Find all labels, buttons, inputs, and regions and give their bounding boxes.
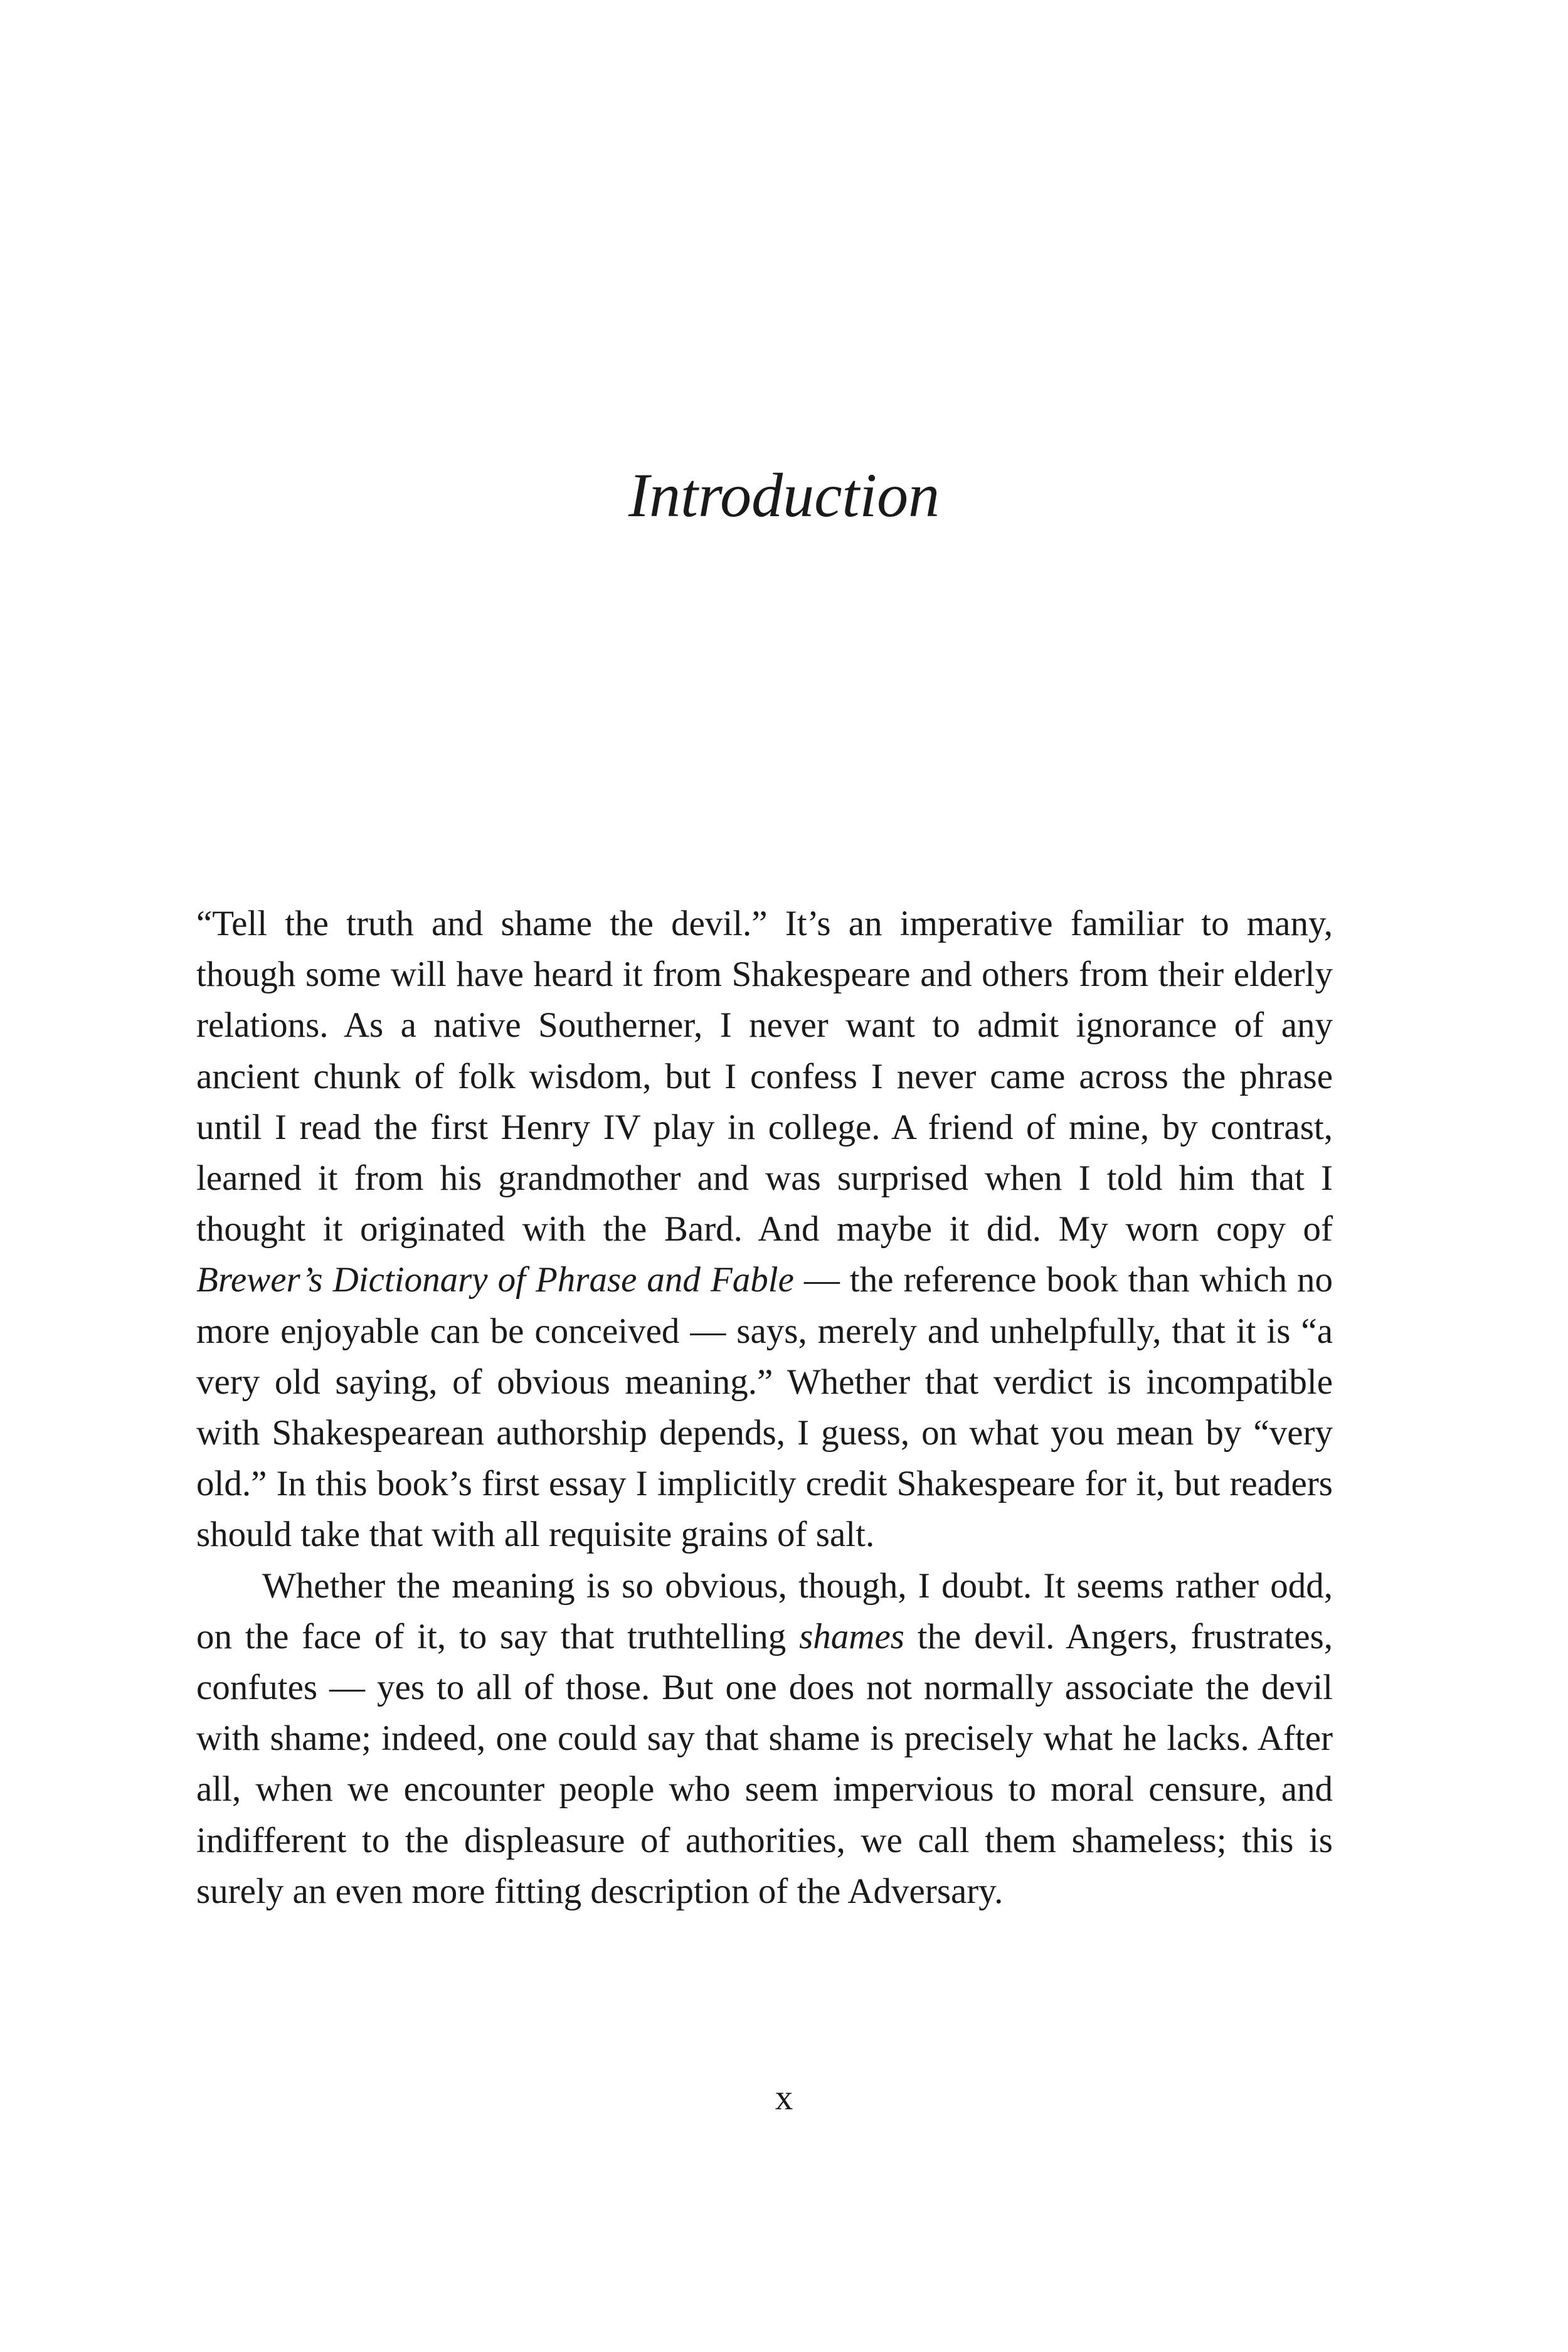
paragraph-1 [196, 898, 1333, 1560]
paragraph-2 [196, 1560, 1333, 1917]
body-text [196, 898, 1333, 1917]
paragraph-1-text-continued: — the reference book than which no more enjoyable can be conceived — says, merely and unhelpfully, that it is “a very old saying, of obvious meaning.” Whether that verdict is incompatible with Shakespearean authorship depends, I guess, on what you mean by “very old.” In this book’s first essay I implicitly credit Shakespeare for it, but readers should take that with all requisite grains of salt. [196, 1260, 1333, 1555]
emphasized-word: shames [799, 1616, 904, 1656]
paragraph-1-text: “Tell the truth and shame the devil.” It’s an imperative familiar to many, though some will have heard it from Shakespeare and others from their elderly relations. As a native Southerner, I never want to admit ignorance of any ancient chunk of folk wisdom, but I confess I never came across the phrase until I read the first Henry IV play in college. A friend of mine, by contrast, learned it from his grandmother and was surprised when I told him that I thought it originated with the Bard. And maybe it did. My worn copy of [196, 904, 1333, 1249]
book-title-reference: Brewer’s Dictionary of Phrase and Fable [196, 1260, 794, 1300]
paragraph-2-text: Whether the meaning is so obvious, though, I doubt. It seems rather odd, on the face of it, to say that truthtelling [196, 1565, 1333, 1656]
chapter-title: Introduction [628, 460, 940, 530]
paragraph-2-text-continued: the devil. Angers, frustrates, confutes — yes to all of those. But one does not normally associate the devil with shame; indeed, one could say that shame is precisely what he lacks. After all, when we encounter people who seem impervious to moral censure, and indifferent to the displeasure of authorities, we call them shameless; this is surely an even more fitting description of the Adversary. [196, 1616, 1333, 1911]
page-number: x [775, 2078, 793, 2117]
